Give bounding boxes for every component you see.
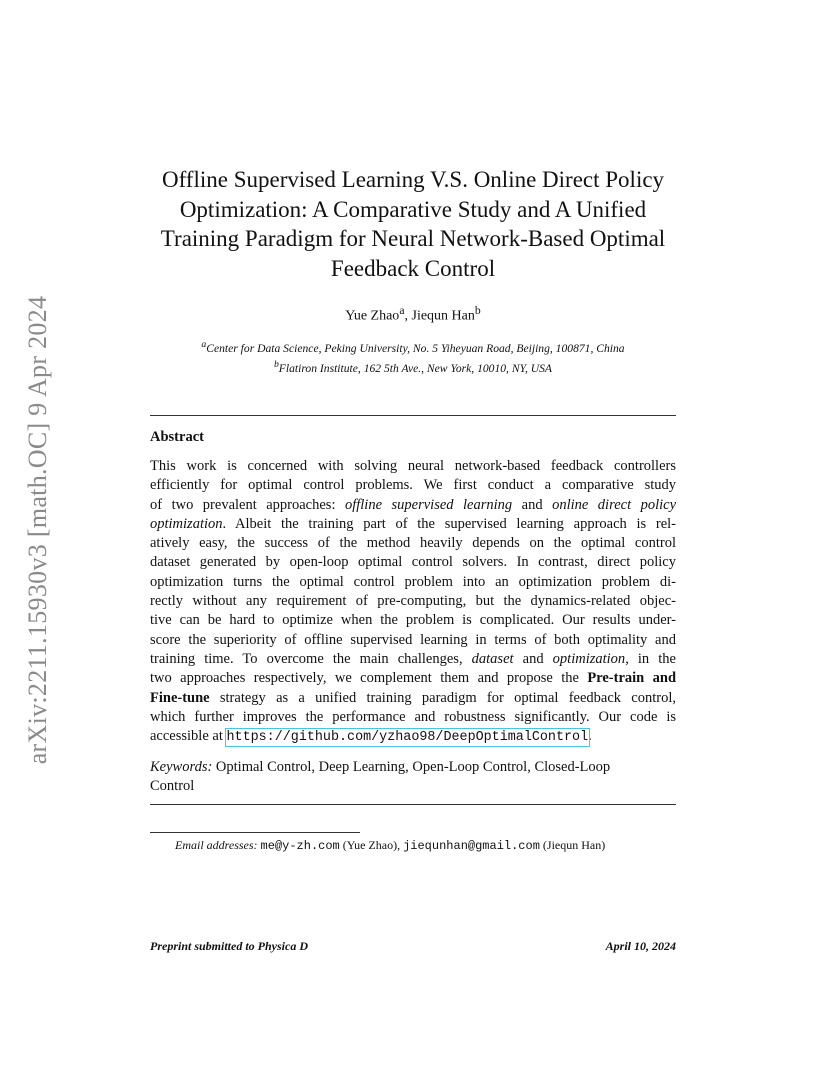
- author-name: Jiequn Han: [411, 308, 475, 324]
- abstract-line: dataset generated by open-loop optimal control solvers. In contrast, direct policy: [150, 554, 676, 571]
- affiliation: [150, 357, 676, 377]
- text: and: [513, 650, 553, 667]
- affiliation-text: Center for Data Science, Peking University, No. 5 Yiheyuan Road, Beijing, 100871, China: [206, 341, 625, 355]
- emphasis: offline supervised learning: [344, 496, 513, 513]
- text: training time. To overcome the main challenges,: [150, 650, 472, 667]
- title-line: Feedback Control: [330, 255, 496, 281]
- abstract-line: atively easy, the success of the method heavily depends on the optimal control: [150, 535, 676, 552]
- abstract-line: which further improves the performance and robustness significantly. Our code is: [150, 708, 676, 725]
- abstract-heading: Abstract: [150, 429, 204, 445]
- emphasis: dataset: [471, 650, 514, 667]
- keywords-line: Control: [150, 778, 195, 795]
- abstract-line: [150, 689, 676, 708]
- abstract-line: [150, 650, 676, 669]
- emphasis: online direct policy: [552, 496, 677, 513]
- email-link[interactable]: jiequnhan@gmail.com: [403, 839, 540, 853]
- abstract-line: [150, 727, 676, 746]
- emphasis: optimization: [552, 650, 626, 667]
- text: .: [588, 728, 592, 745]
- paper-title: [150, 165, 676, 283]
- divider: [150, 415, 676, 416]
- affil-mark: b: [273, 358, 279, 370]
- text: two approaches respectively, we complement them and propose the: [150, 670, 588, 687]
- strong: Fine-tune: [150, 689, 210, 706]
- title-line: Optimization: A Comparative Study and A Unified: [179, 196, 647, 222]
- text: accessible at: [150, 728, 227, 745]
- affil-mark: a: [399, 304, 405, 317]
- keywords-text: Optimal Control, Deep Learning, Open-Loop Control, Closed-Loop: [212, 759, 611, 775]
- author-name: Yue Zhao: [345, 308, 400, 324]
- keywords: [150, 758, 676, 797]
- footnote-label: Email addresses:: [175, 838, 258, 852]
- keywords-label: Keywords:: [150, 759, 213, 775]
- text: strategy as a unified training paradigm for optimal feedback control,: [209, 689, 676, 706]
- abstract-line: [150, 515, 676, 534]
- affil-mark: a: [201, 339, 207, 350]
- strong: Pre-train and: [587, 670, 677, 687]
- abstract-line: [150, 496, 676, 515]
- preprint-date: April 10, 2024: [605, 939, 676, 953]
- footnote-divider: [150, 832, 360, 833]
- title-line: Training Paradigm for Neural Network-Based Optimal: [160, 226, 666, 251]
- affiliation-text: Flatiron Institute, 162 5th Ave., New York, 10010, NY, USA: [278, 361, 553, 375]
- text: , in the: [625, 650, 676, 667]
- text: . Albeit the training part of the supervised learning approach is rel-: [222, 515, 676, 532]
- abstract-line: This work is concerned with solving neural network-based feedback controllers: [150, 458, 676, 474]
- abstract-line: optimization turns the optimal control problem into an optimization problem di-: [150, 573, 676, 590]
- footnote-text: (Jiequn Han): [539, 838, 606, 852]
- text: of two prevalent approaches:: [150, 496, 345, 513]
- emphasis: optimization: [150, 515, 223, 532]
- abstract-line: tive can be hard to optimize when the problem is complicated. Our results under-: [150, 612, 676, 629]
- title-line: Offline Supervised Learning V.S. Online Direct Policy: [161, 167, 665, 192]
- affiliations: [150, 337, 676, 377]
- keywords-line: [150, 758, 676, 777]
- divider: [150, 804, 676, 805]
- abstract-line: [150, 669, 676, 688]
- preprint-note: Preprint submitted to Physica D: [150, 939, 309, 953]
- abstract-body: [150, 457, 676, 746]
- footnote: [175, 838, 605, 853]
- abstract-line: efficiently for optimal control problems. We first conduct a comparative study: [150, 477, 676, 494]
- authors: [150, 304, 676, 325]
- affiliation: [150, 337, 676, 357]
- abstract-line: score the superiority of offline supervised learning in terms of both optimality and: [150, 631, 676, 648]
- author-separator: ,: [404, 308, 412, 324]
- email-link[interactable]: me@y-zh.com: [260, 839, 340, 853]
- arxiv-stamp: arXiv:2211.15930v3 [math.OC] 9 Apr 2024: [23, 295, 52, 765]
- text: and: [512, 496, 553, 513]
- affil-mark: b: [474, 304, 481, 317]
- footnote-text: (Yue Zhao),: [339, 838, 404, 852]
- abstract-line: rectly without any requirement of pre-computing, but the dynamics-related objec-: [150, 593, 676, 610]
- code-link[interactable]: https://github.com/yzhao98/DeepOptimalControl: [226, 730, 589, 746]
